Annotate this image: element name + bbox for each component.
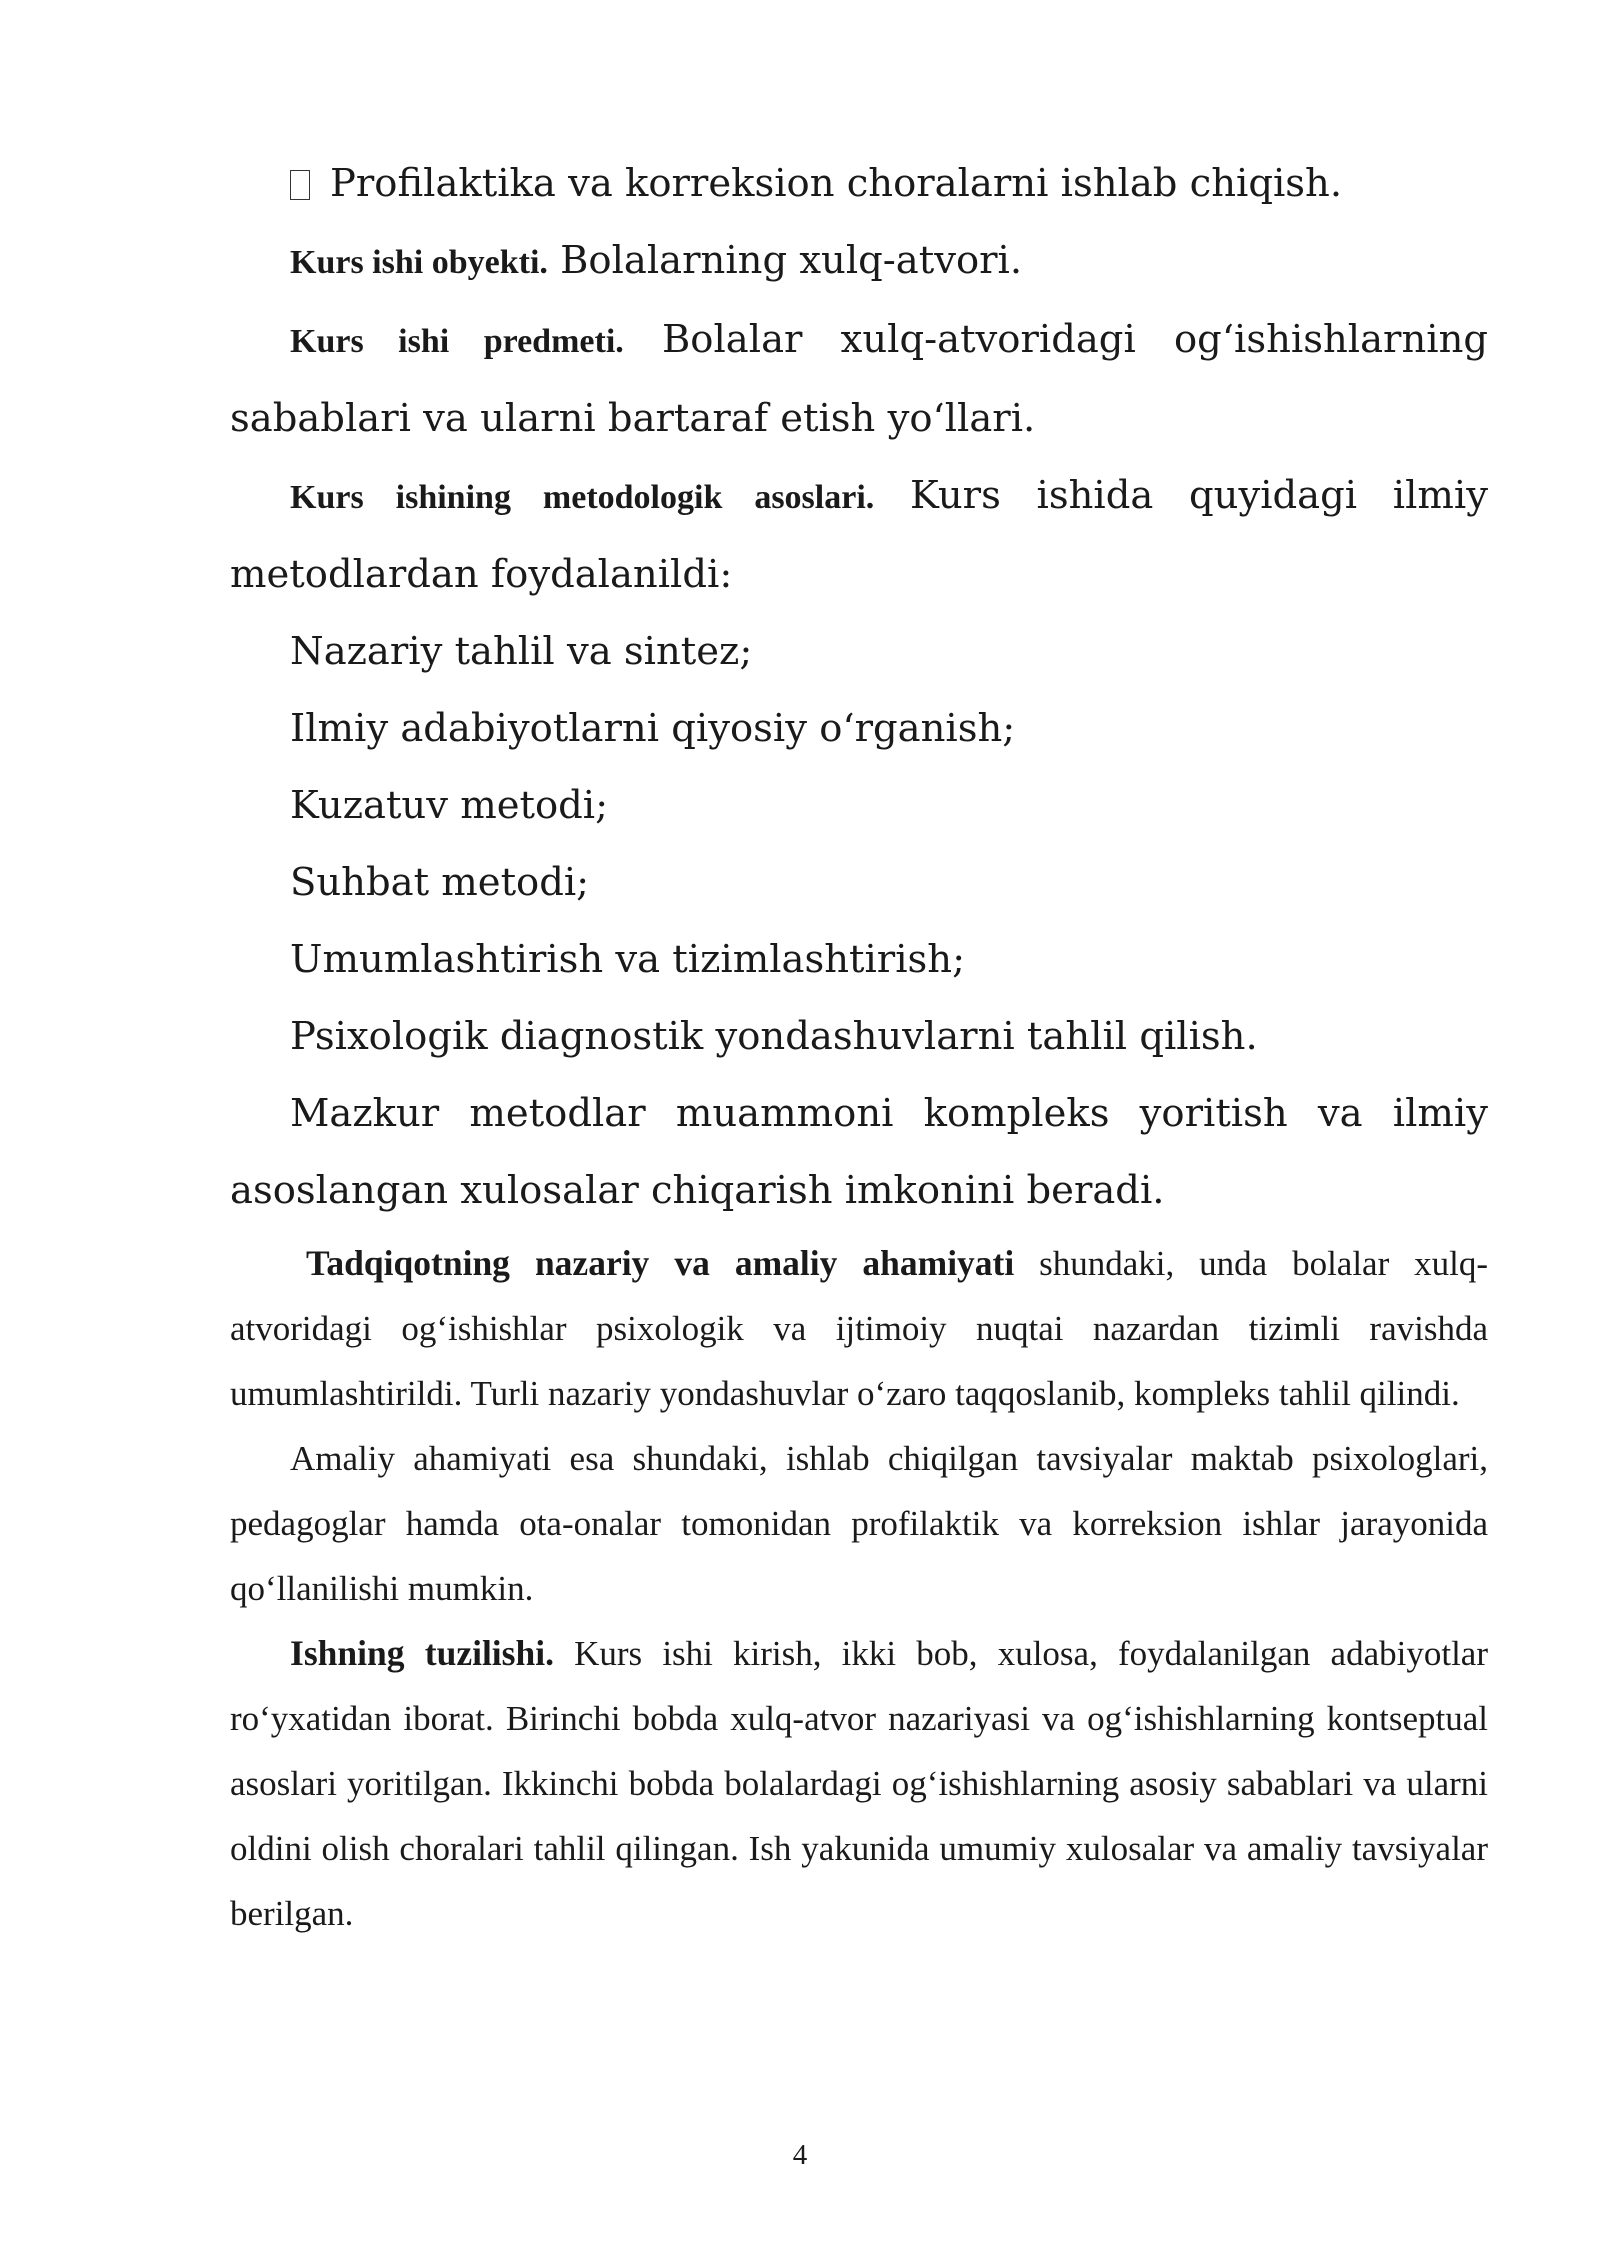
bullet-item bbox=[230, 145, 1488, 222]
subject-label: Kurs ishi predmeti. bbox=[290, 323, 624, 360]
object-paragraph bbox=[230, 222, 1488, 301]
method-item: Psixologik diagnostik yondashuvlarni tahlil qilish. bbox=[290, 1014, 1258, 1059]
subject-paragraph bbox=[230, 301, 1488, 457]
method-item: Umumlashtirish va tizimlashtirish; bbox=[290, 937, 966, 982]
structure-text: Kurs ishi kirish, ikki bob, xulosa, foydalanilgan adabiyotlar ro‘yxatidan iborat. Birinchi bobda xulq-atvor nazariyasi va og‘ishishlarning kontseptual asoslari yoritilgan. Ikkinchi bobda bolalardagi og‘ishishlarning asosiy sabablari va ularni oldini olish choralari tahlil qilingan. Ish yakunida umumiy xulosalar va amaliy tavsiyalar berilgan. bbox=[230, 1634, 1488, 1933]
page-number: 4 bbox=[792, 2139, 808, 2171]
methodology-paragraph bbox=[230, 457, 1488, 613]
method-item: Nazariy tahlil va sintez; bbox=[290, 629, 753, 674]
significance-text: shundaki, unda bolalar xulq-atvoridagi og‘ishishlar psixologik va ijtimoiy nuqtai nazardan tizimli ravishda umumlashtirildi. Turli nazariy yondashuvlar o‘zaro taqqoslanib, kompleks tahlil qilindi. bbox=[230, 1244, 1488, 1413]
significance-paragraph bbox=[230, 1231, 1488, 1426]
method-item: Suhbat metodi; bbox=[290, 860, 590, 905]
bullet-item-text: Profilaktika va korreksion choralarni ishlab chiqish. bbox=[330, 161, 1343, 206]
document-body bbox=[230, 145, 1488, 1946]
significance-label: Tadqiqotning nazariy va amaliy ahamiyati bbox=[306, 1243, 1015, 1283]
methodology-label: Kurs ishining metodologik asoslari. bbox=[290, 479, 875, 516]
structure-label: Ishning tuzilishi. bbox=[290, 1633, 554, 1673]
object-text: Bolalarning xulq-atvori. bbox=[547, 238, 1023, 283]
method-item: Ilmiy adabiyotlarni qiyosiy o‘rganish; bbox=[290, 706, 1016, 751]
methods-summary: Mazkur metodlar muammoni kompleks yoritish va ilmiy asoslangan xulosalar chiqarish imkonini beradi. bbox=[230, 1091, 1488, 1213]
object-label: Kurs ishi obyekti. bbox=[290, 244, 548, 281]
method-item: Kuzatuv metodi; bbox=[290, 783, 609, 828]
missing-glyph-box-icon bbox=[290, 170, 310, 200]
practical-paragraph: Amaliy ahamiyati esa shundaki, ishlab chiqilgan tavsiyalar maktab psixologlari, pedagoglar hamda ota-onalar tomonidan profilaktik va korreksion ishlar jarayonida qo‘llanilishi mumkin. bbox=[230, 1439, 1488, 1608]
methodology-text: Kurs ishida quyidagi ilmiy metodlardan foydalanildi: bbox=[230, 473, 1488, 597]
structure-paragraph bbox=[230, 1621, 1488, 1946]
subject-text: Bolalar xulq-atvoridagi og‘ishishlarning sabablari va ularni bartaraf etish yo‘llari. bbox=[230, 317, 1489, 441]
